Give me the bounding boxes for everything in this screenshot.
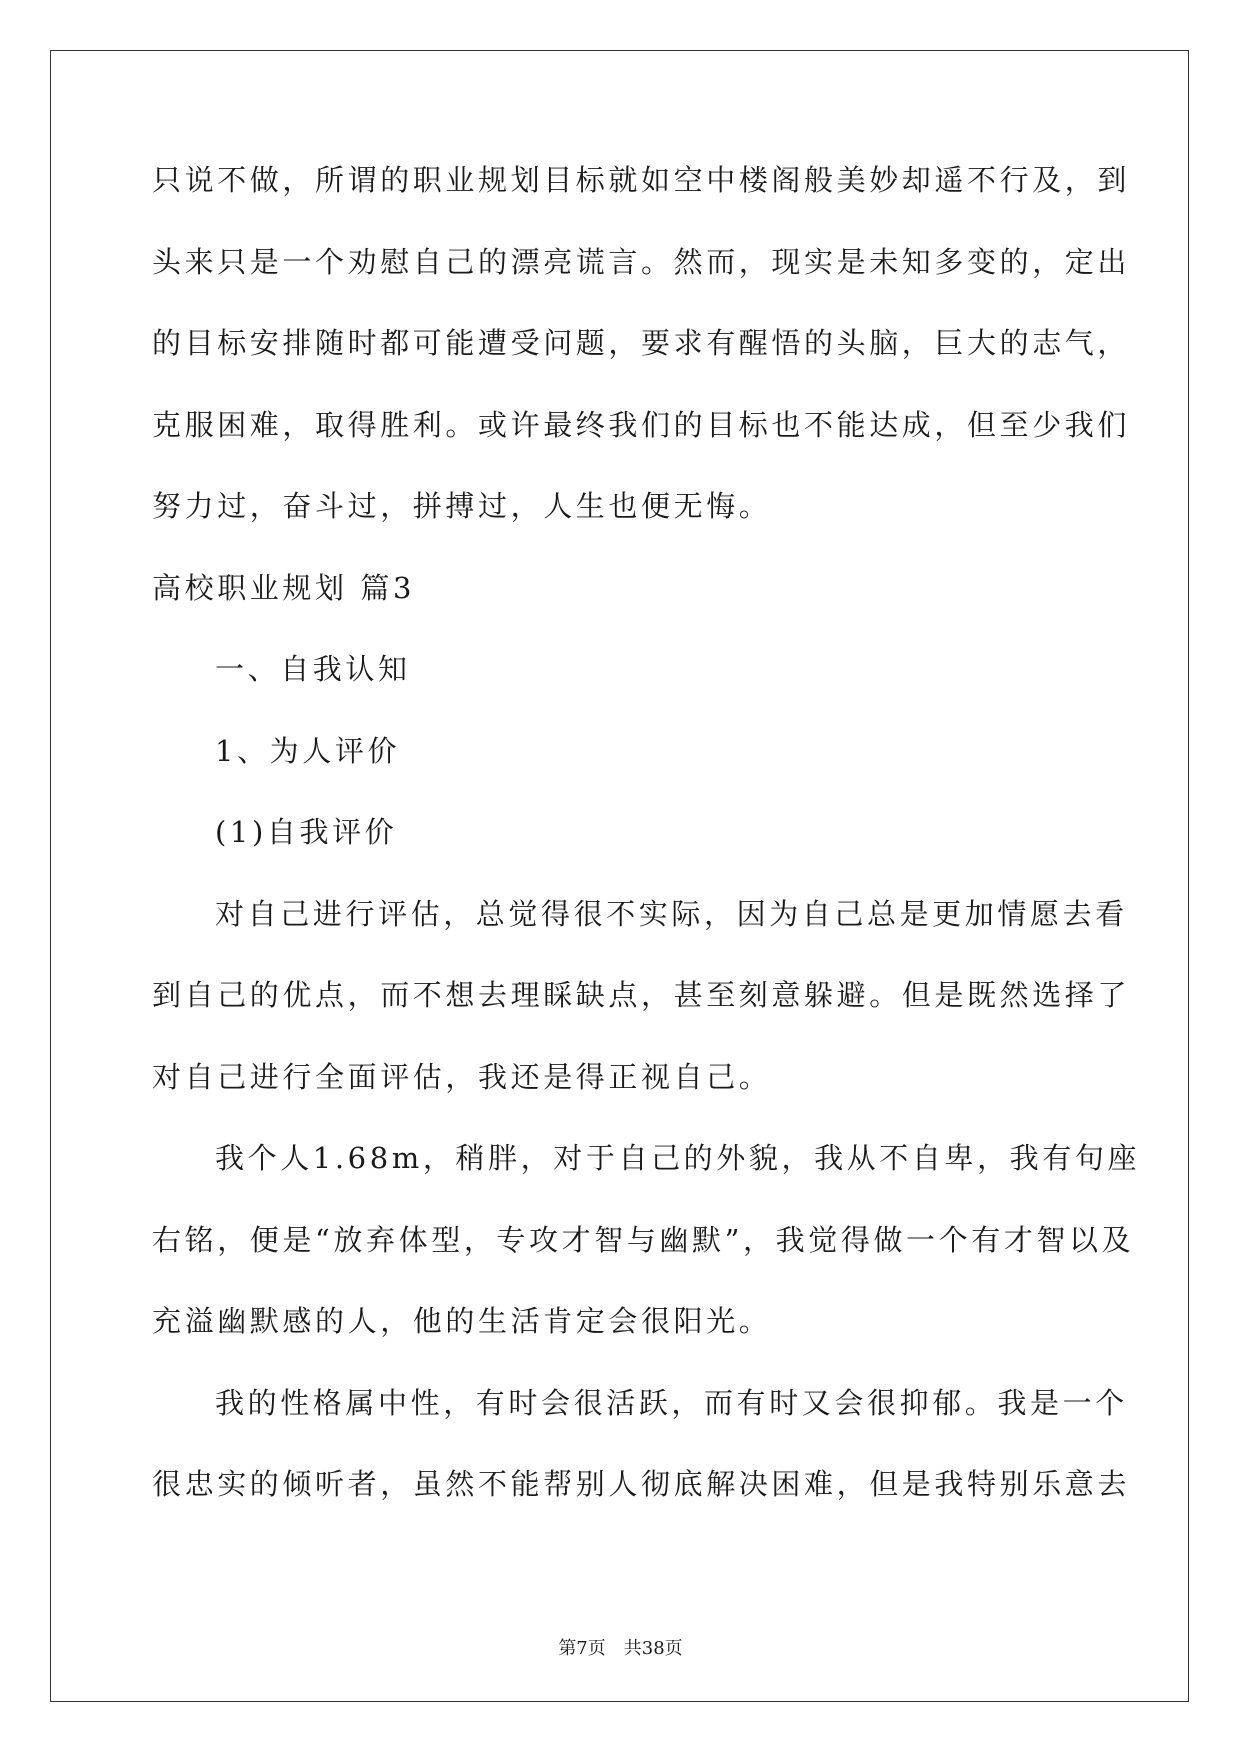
text-line: 充溢幽默感的人，他的生活肯定会很阳光。 <box>152 1304 772 1338</box>
page-total: 共38页 <box>623 1638 683 1659</box>
text-line: 对自己进行评估，总觉得很不实际，因为自己总是更加情愿去看 <box>215 896 1128 931</box>
text-line: 我个人1.68m，稍胖，对于自己的外貌，我从不自卑，我有句座 <box>215 1141 1141 1175</box>
text-line: 头来只是一个劝慰自己的漂亮谎言。然而，现实是未知多变的，定出 <box>152 244 1131 279</box>
subheading: (1)自我评价 <box>215 815 398 849</box>
text-line: 的目标安排随时都可能遭受问题，要求有醒悟的头脑，巨大的志气， <box>152 326 1131 360</box>
text-line: 很忠实的倾听者，虽然不能帮别人彻底解决困难，但是我特别乐意去 <box>152 1467 1131 1501</box>
text-line: 我的性格属中性，有时会很活跃，而有时又会很抑郁。我是一个 <box>215 1385 1128 1420</box>
subheading: 1、为人评价 <box>215 733 401 768</box>
text-line: 克服困难，取得胜利。或许最终我们的目标也不能达成，但至少我们 <box>152 407 1131 442</box>
text-line: 对自己进行全面评估，我还是得正视自己。 <box>152 1059 772 1094</box>
page-footer <box>0 1634 1241 1660</box>
text-line: 右铭，便是“放弃体型，专攻才智与幽默”，我觉得做一个有才智以及 <box>152 1222 1135 1257</box>
text-line: 努力过，奋斗过，拼搏过，人生也便无悔。 <box>152 489 772 523</box>
text-line: 到自己的优点，而不想去理睬缺点，甚至刻意躲避。但是既然选择了 <box>152 978 1131 1012</box>
text-line: 只说不做，所谓的职业规划目标就如空中楼阁般美妙却遥不行及，到 <box>152 163 1131 197</box>
subheading: 一、自我认知 <box>215 652 411 686</box>
document-body <box>152 160 1141 1546</box>
section-heading: 高校职业规划 篇3 <box>152 570 416 605</box>
page-number: 第7页 <box>558 1638 606 1659</box>
